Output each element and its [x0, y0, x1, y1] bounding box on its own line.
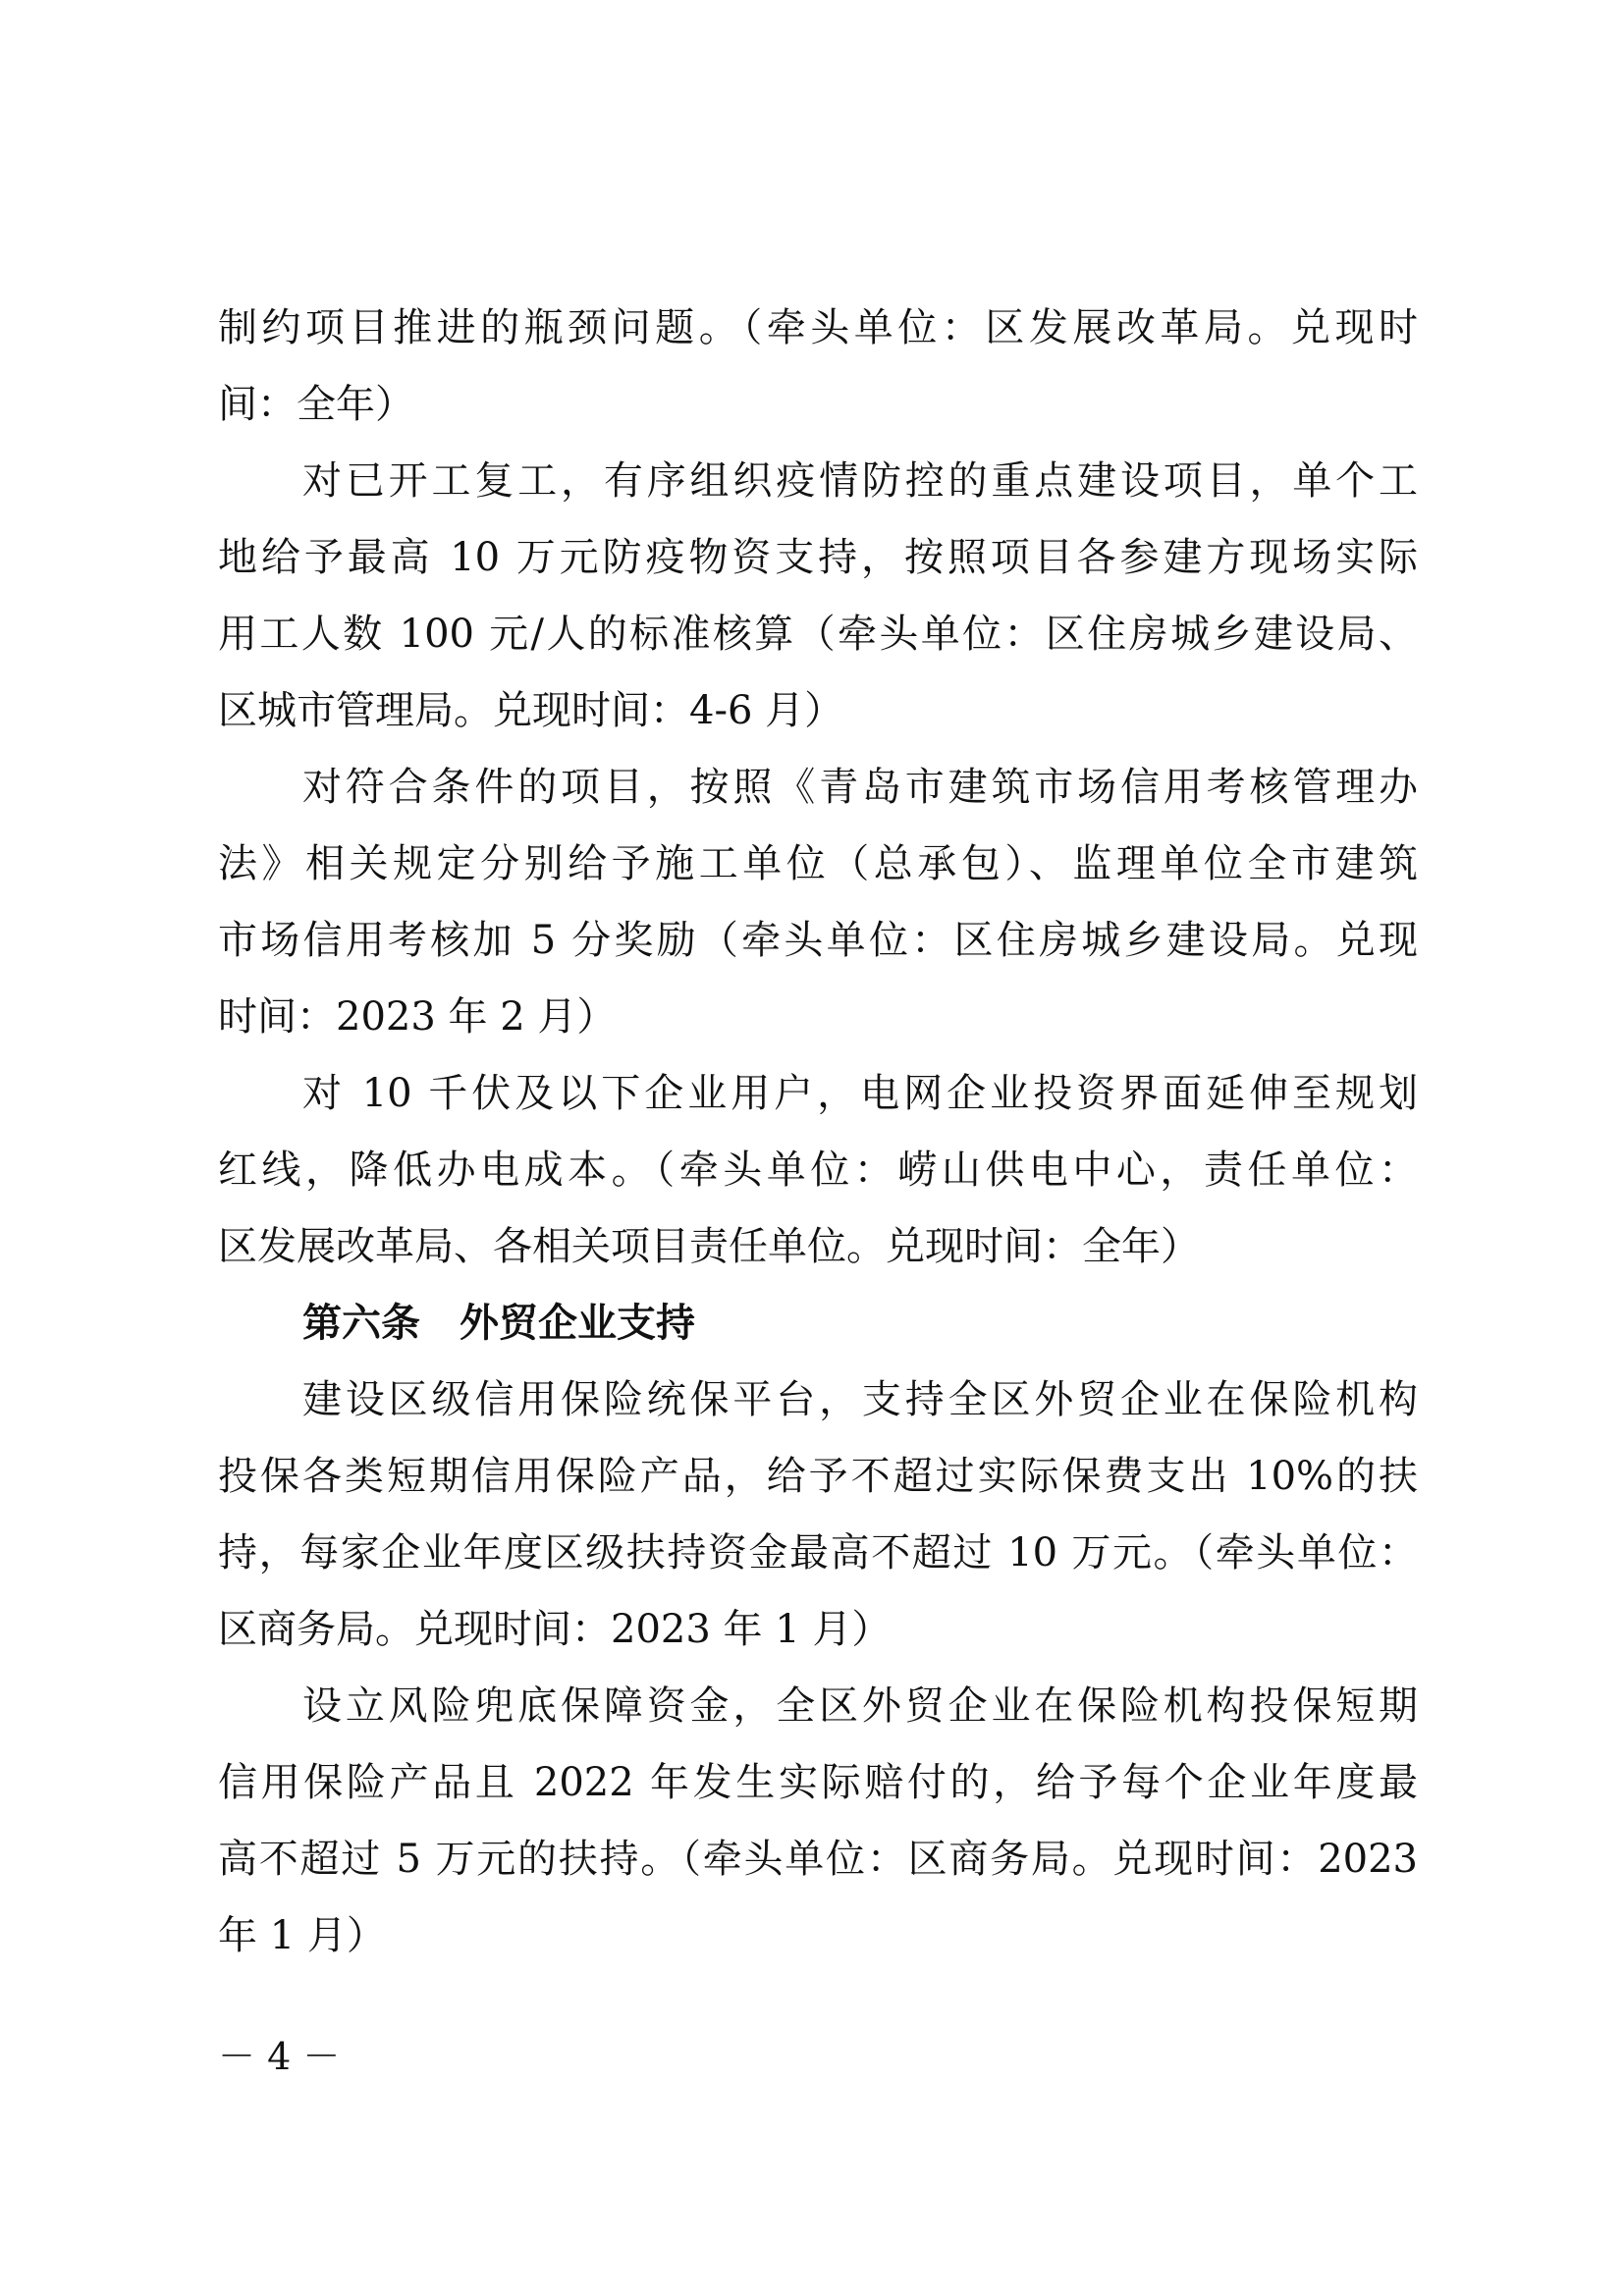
- text-line: 信用保险产品且 2022 年发生实际赔付的，给予每个企业年度最: [218, 1760, 1418, 1805]
- text-line: 市场信用考核加 5 分奖励（牵头单位：区住房城乡建设局。兑现: [218, 918, 1418, 963]
- text-line: 对 10 千伏及以下企业用户，电网企业投资界面延伸至规划: [302, 1071, 1418, 1116]
- section-number: 第六条: [302, 1301, 420, 1346]
- section-title: 外贸企业支持: [460, 1301, 695, 1346]
- text-line: 间：全年）: [218, 382, 414, 427]
- text-line: 区城市管理局。兑现时间：4-6 月）: [218, 688, 844, 733]
- text-line: 法》相关规定分别给予施工单位（总承包）、监理单位全市建筑: [218, 841, 1418, 886]
- text-line: 年 1 月）: [218, 1913, 386, 1958]
- section-heading: [218, 1285, 1418, 1362]
- text-line: 持，每家企业年度区级扶持资金最高不超过 10 万元。（牵头单位：: [218, 1530, 1418, 1575]
- text-line: 对符合条件的项目，按照《青岛市建筑市场信用考核管理办: [302, 765, 1418, 810]
- text-line: 建设区级信用保险统保平台，支持全区外贸企业在保险机构: [302, 1377, 1418, 1422]
- text-line: 设立风险兜底保障资金，全区外贸企业在保险机构投保短期: [302, 1683, 1418, 1729]
- text-line: 投保各类短期信用保险产品，给予不超过实际保费支出 10%的扶: [218, 1454, 1418, 1499]
- text-line: 对已开工复工，有序组织疫情防控的重点建设项目，单个工: [302, 458, 1418, 504]
- text-line: 地给予最高 10 万元防疫物资支持，按照项目各参建方现场实际: [218, 535, 1418, 580]
- text-line: 制约项目推进的瓶颈问题。（牵头单位：区发展改革局。兑现时: [218, 305, 1418, 350]
- document-body: [218, 290, 1418, 1974]
- text-line: 红线，降低办电成本。（牵头单位：崂山供电中心，责任单位：: [218, 1148, 1418, 1193]
- page-number: － 4 －: [218, 2035, 341, 2078]
- text-line: 区发展改革局、各相关项目责任单位。兑现时间：全年）: [218, 1224, 1200, 1269]
- text-line: 用工人数 100 元/人的标准核算（牵头单位：区住房城乡建设局、: [218, 612, 1418, 657]
- text-line: 区商务局。兑现时间：2023 年 1 月）: [218, 1607, 892, 1652]
- text-line: 高不超过 5 万元的扶持。（牵头单位：区商务局。兑现时间：2023: [218, 1837, 1418, 1882]
- text-line: 时间：2023 年 2 月）: [218, 994, 617, 1040]
